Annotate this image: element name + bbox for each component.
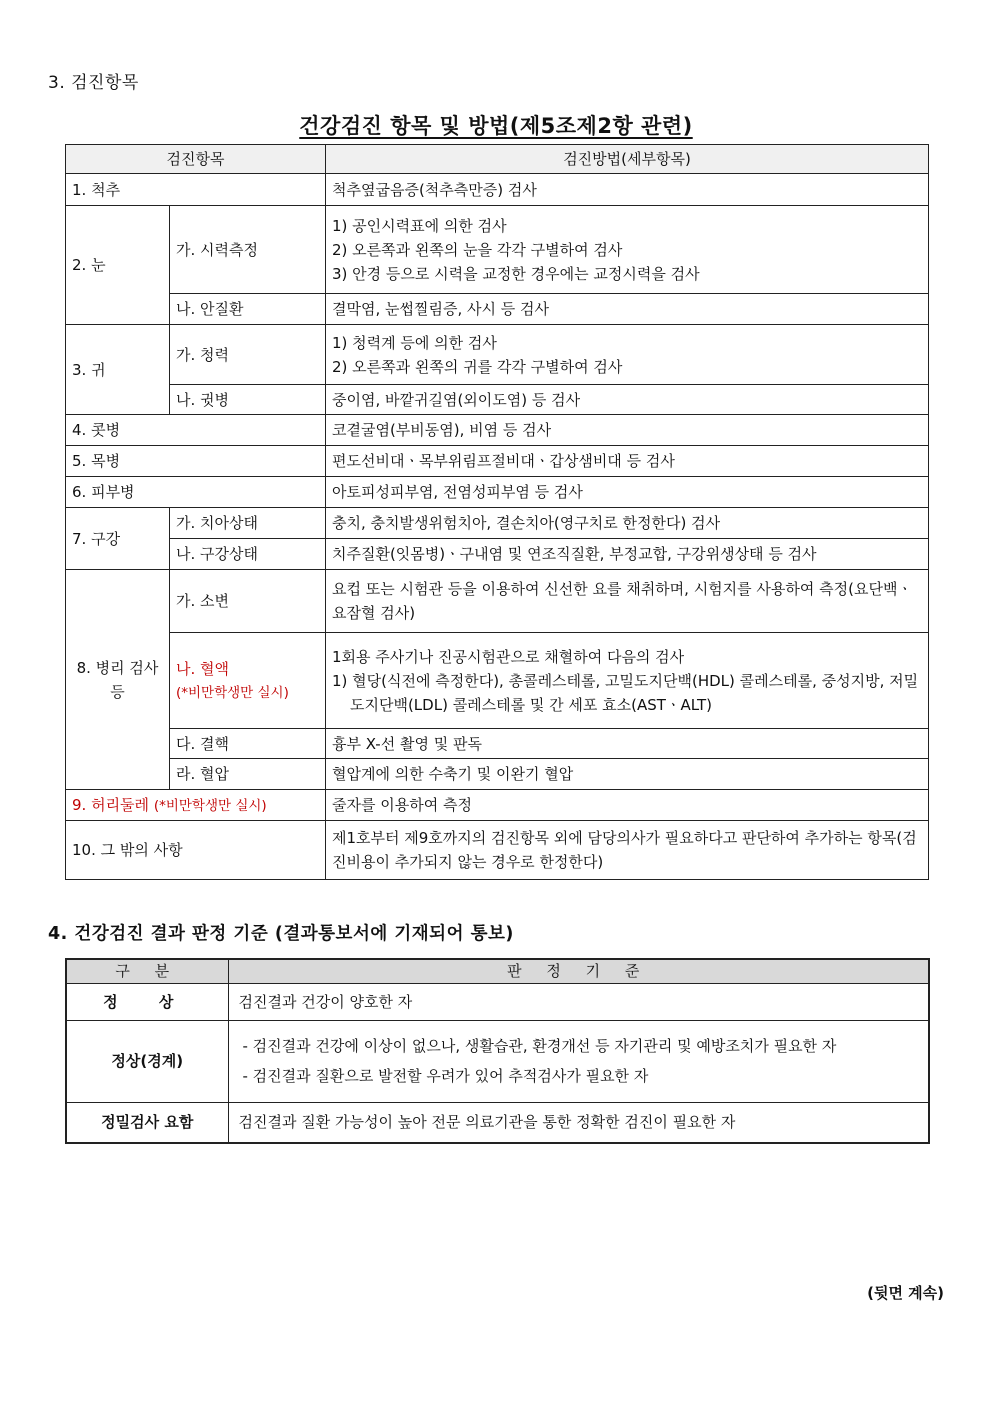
table-row bbox=[66, 570, 929, 633]
table-row bbox=[66, 983, 929, 1020]
exam-items-table bbox=[65, 144, 929, 880]
row-method: 충치, 충치발생위험치아, 결손치아(영구치로 한정한다) 검사 bbox=[326, 508, 929, 539]
table-row bbox=[66, 1102, 929, 1143]
row-item-waist: 9. 허리둘레 (*비만학생만 실시) bbox=[66, 790, 326, 821]
continued-note: (뒷면 계속) bbox=[867, 1284, 944, 1302]
detail-label: 정밀검사 요함 bbox=[66, 1102, 228, 1143]
detail-text: 검진결과 질환 가능성이 높아 전문 의료기관을 통한 정확한 검진이 필요한 자 bbox=[228, 1102, 929, 1143]
row-item: 1. 척추 bbox=[66, 174, 326, 206]
row-method: 줄자를 이용하여 측정 bbox=[326, 790, 929, 821]
table-row bbox=[66, 759, 929, 790]
row-subitem: 라. 혈압 bbox=[170, 759, 326, 790]
row-item: 10. 그 밖의 사항 bbox=[66, 821, 326, 880]
table-row bbox=[66, 539, 929, 570]
border-label: 정상(경계) bbox=[66, 1020, 228, 1102]
table-row bbox=[66, 633, 929, 729]
row-method: 척추옆굽음증(척추측만증) 검사 bbox=[326, 174, 929, 206]
table-header-row bbox=[66, 145, 929, 174]
row-item: 3. 귀 bbox=[66, 325, 170, 415]
row-subitem-blood: 나. 혈액 (*비만학생만 실시) bbox=[170, 633, 326, 729]
row-item: 2. 눈 bbox=[66, 206, 170, 325]
row-subitem: 가. 시력측정 bbox=[170, 206, 326, 294]
row-method: 치주질환(잇몸병)ㆍ구내염 및 연조직질환, 부정교합, 구강위생상태 등 검사 bbox=[326, 539, 929, 570]
row-method: 제1호부터 제9호까지의 검진항목 외에 담당의사가 필요하다고 판단하여 추가하는 항목(검진비용이 추가되지 않는 경우로 한정한다) bbox=[326, 821, 929, 880]
row-method: 1) 청력계 등에 의한 검사 2) 오른쪽과 왼쪽의 귀를 각각 구별하여 검사 bbox=[326, 325, 929, 385]
row-method: 요컵 또는 시험관 등을 이용하여 신선한 요를 채취하며, 시험지를 사용하여 측정(요단백ㆍ요잠혈 검사) bbox=[326, 570, 929, 633]
table-row bbox=[66, 174, 929, 206]
row-method: 코곁굴염(부비동염), 비염 등 검사 bbox=[326, 415, 929, 446]
row-item: 7. 구강 bbox=[66, 508, 170, 570]
row-method: 흉부 X-선 촬영 및 판독 bbox=[326, 729, 929, 759]
row-method: 1) 공인시력표에 의한 검사 2) 오른쪽과 왼쪽의 눈을 각각 구별하여 검사 3) 안경 등으로 시력을 교정한 경우에는 교정시력을 검사 bbox=[326, 206, 929, 294]
result-criteria-table bbox=[65, 958, 930, 1144]
row-item: 4. 콧병 bbox=[66, 415, 326, 446]
row-subitem: 다. 결핵 bbox=[170, 729, 326, 759]
table-row bbox=[66, 729, 929, 759]
section4-heading: 4. 건강검진 결과 판정 기준 (결과통보서에 기재되어 통보) bbox=[48, 924, 514, 944]
table-row bbox=[66, 508, 929, 539]
row-item: 5. 목병 bbox=[66, 446, 326, 477]
header-criteria: 판 정 기 준 bbox=[228, 959, 929, 983]
normal-text: 검진결과 건강이 양호한 자 bbox=[228, 983, 929, 1020]
section3-heading: 3. 검진항목 bbox=[48, 73, 139, 93]
table-row bbox=[66, 821, 929, 880]
header-method: 검진방법(세부항목) bbox=[326, 145, 929, 174]
table-row bbox=[66, 206, 929, 294]
row-subitem: 가. 소변 bbox=[170, 570, 326, 633]
table-row bbox=[66, 415, 929, 446]
header-category: 구 분 bbox=[66, 959, 228, 983]
row-subitem: 가. 청력 bbox=[170, 325, 326, 385]
table-row bbox=[66, 325, 929, 385]
row-method: 아토피성피부염, 전염성피부염 등 검사 bbox=[326, 477, 929, 508]
normal-label: 정 상 bbox=[66, 983, 228, 1020]
table-row bbox=[66, 477, 929, 508]
table-row bbox=[66, 294, 929, 325]
table-row bbox=[66, 790, 929, 821]
row-subitem: 나. 안질환 bbox=[170, 294, 326, 325]
row-method: 결막염, 눈썹찔림증, 사시 등 검사 bbox=[326, 294, 929, 325]
table-row bbox=[66, 1020, 929, 1102]
row-item: 8. 병리 검사 등 bbox=[66, 570, 170, 790]
header-item: 검진항목 bbox=[66, 145, 326, 174]
row-method: 중이염, 바깥귀길염(외이도염) 등 검사 bbox=[326, 385, 929, 415]
table-row bbox=[66, 385, 929, 415]
table-row bbox=[66, 446, 929, 477]
row-method: 혈압계에 의한 수축기 및 이완기 혈압 bbox=[326, 759, 929, 790]
table-title: 건강검진 항목 및 방법(제5조제2항 관련) bbox=[299, 114, 693, 138]
row-subitem: 나. 귓병 bbox=[170, 385, 326, 415]
row-subitem: 나. 구강상태 bbox=[170, 539, 326, 570]
border-text: - 검진결과 건강에 이상이 없으나, 생활습관, 환경개선 등 자기관리 및 예방조치가 필요한 자 - 검진결과 질환으로 발전할 우려가 있어 추적검사가 필요한 자 bbox=[228, 1020, 929, 1102]
row-method: 편도선비대ㆍ목부위림프절비대ㆍ갑상샘비대 등 검사 bbox=[326, 446, 929, 477]
row-subitem: 가. 치아상태 bbox=[170, 508, 326, 539]
row-item: 6. 피부병 bbox=[66, 477, 326, 508]
row-method: 1회용 주사기나 진공시험관으로 채혈하여 다음의 검사 1) 혈당(식전에 측정한다), 총콜레스테롤, 고밀도지단백(HDL) 콜레스테롤, 중성지방, 저밀도지단백(LDL) 콜레스테롤 및 간 세포 효소(ASTㆍALT) bbox=[326, 633, 929, 729]
table-header-row bbox=[66, 959, 929, 983]
